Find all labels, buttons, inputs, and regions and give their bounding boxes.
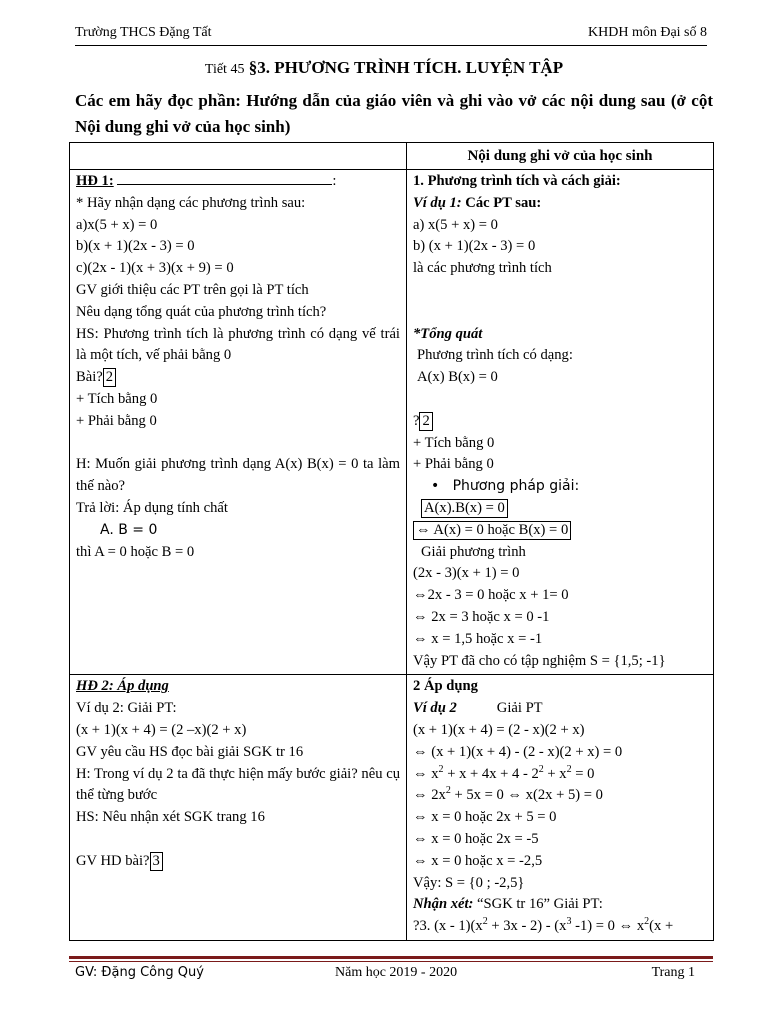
- page-header: [75, 25, 707, 45]
- header-divider: [75, 45, 707, 46]
- teacher-name: GV: Đặng Công Quý: [75, 965, 204, 980]
- page-number: Trang 1: [651, 965, 695, 980]
- footer-divider: [69, 956, 713, 959]
- table-row: [70, 675, 714, 941]
- intro-instruction: Các em hãy đọc phần: Hướng dẫn của giáo viên và ghi vào vở các nội dung sau (ở cột Nội dung ghi vở của học sinh): [75, 91, 713, 136]
- activity2-left-cell: HĐ 2: Áp dụng Ví dụ 2: Giải PT: (x + 1)(x + 4) = (2 –x)(2 + x) GV yêu cầu HS đọc bài giải SGK tr 16 H: Trong ví dụ 2 ta đã thực hiện mấy bước giải? nêu cụ thể từng bước HS: Nêu nhận xét SGK trang 16 GV HD bài? 3: [70, 675, 407, 941]
- question-number-box: 2: [419, 412, 432, 431]
- school-year: Năm học 2019 - 2020: [335, 965, 458, 980]
- hd2-label: HĐ 2: Áp dụng: [76, 678, 169, 695]
- activity1-left-cell: HĐ 1: : * Hãy nhận dạng các phương trình sau: a)x(5 + x) = 0 b)(x + 1)(2x - 3) = 0 c)(2x - 1)(x + 3)(x + 9) = 0 GV giới thiệu các PT trên gọi là PT tích Nêu dạng tổng quát của phương trình tích? HS: Phương trình tích là phương trình có dạng vế trái là một tích, vế phải bằng 0 Bài? 2 + Tích bằng 0 + Phải bằng 0 H: Muốn giải phương trình dạng A(x) B(x) = 0 ta làm thế nào? Trả lời: Áp dụng tính chất A. B = 0 thì A = 0 hoặc B = 0: [70, 170, 407, 675]
- method-bullet: • Phương pháp giải:: [431, 478, 580, 495]
- school-name: Trường THCS Đặng Tất: [75, 25, 212, 40]
- footer-divider-thin: [69, 961, 713, 962]
- col-student-header: Nội dung ghi vở của học sinh: [407, 143, 714, 170]
- lesson-title: [0, 58, 768, 78]
- question-number-box: 2: [103, 368, 116, 387]
- table-row: [70, 170, 714, 675]
- lesson-number: Tiết 45: [204, 62, 245, 77]
- page-footer: [75, 965, 707, 985]
- lesson-heading: §3. PHƯƠNG TRÌNH TÍCH. LUYỆN TẬP: [248, 58, 564, 77]
- formula-box: ⇔ A(x) = 0 hoặc B(x) = 0: [413, 521, 571, 540]
- subject-name: KHDH môn Đại số 8: [588, 25, 707, 40]
- activity2-right-cell: 2 Áp dụng Ví dụ 2 Giải PT (x + 1)(x + 4) = (2 - x)(2 + x) ⇔ (x + 1)(x + 4) - (2 - x)(2 + x) = 0 ⇔ $x^2 + x + 4x + 4 - 2^2 + x^2 = 0$ ⇔ $2x^2 + 5x = 0$ ⇔ x(2x + 5) = 0 ⇔ x = 0 hoặc 2x + 5 = 0 ⇔ x = 0 hoặc 2x = -5 ⇔ x = 0 hoặc x = -2,5 Vậy: S = {0 ; -2,5} Nhận xét: “SGK tr 16” Giải PT: ?3. $(x - 1)(x^2 + 3x - 2) - (x^3$ -1) = 0 ⇔ $x^2(x$ +: [407, 675, 714, 941]
- col-teacher-header: [70, 143, 407, 170]
- hd1-label: HĐ 1:: [76, 173, 114, 189]
- table-header-row: [70, 143, 714, 170]
- lesson-table: [69, 142, 714, 941]
- question-number-box: 3: [150, 852, 163, 871]
- activity1-right-cell: 1. Phương trình tích và cách giải: Ví dụ 1: Các PT sau: a) x(5 + x) = 0 b) (x + 1)(2x - 3) = 0 là các phương trình tích *Tổng quát Phương trình tích có dạng: A(x) B(x) = 0 ? 2 + Tích bằng 0 + Phải bằng 0 • Phương pháp giải: A(x).B(x) = 0 ⇔ A(x) = 0 hoặc B(x) = 0 Giải phương trình (2x - 3)(x + 1) = 0 ⇔2x - 3 = 0 hoặc x + 1= 0 ⇔ 2x = 3 hoặc x = 0 -1 ⇔ x = 1,5 hoặc x = -1 Vậy PT đã cho có tập nghiệm S = {1,5; -1}: [407, 170, 714, 675]
- hd1-blank-line: [117, 171, 332, 185]
- formula-box: A(x).B(x) = 0: [421, 499, 508, 518]
